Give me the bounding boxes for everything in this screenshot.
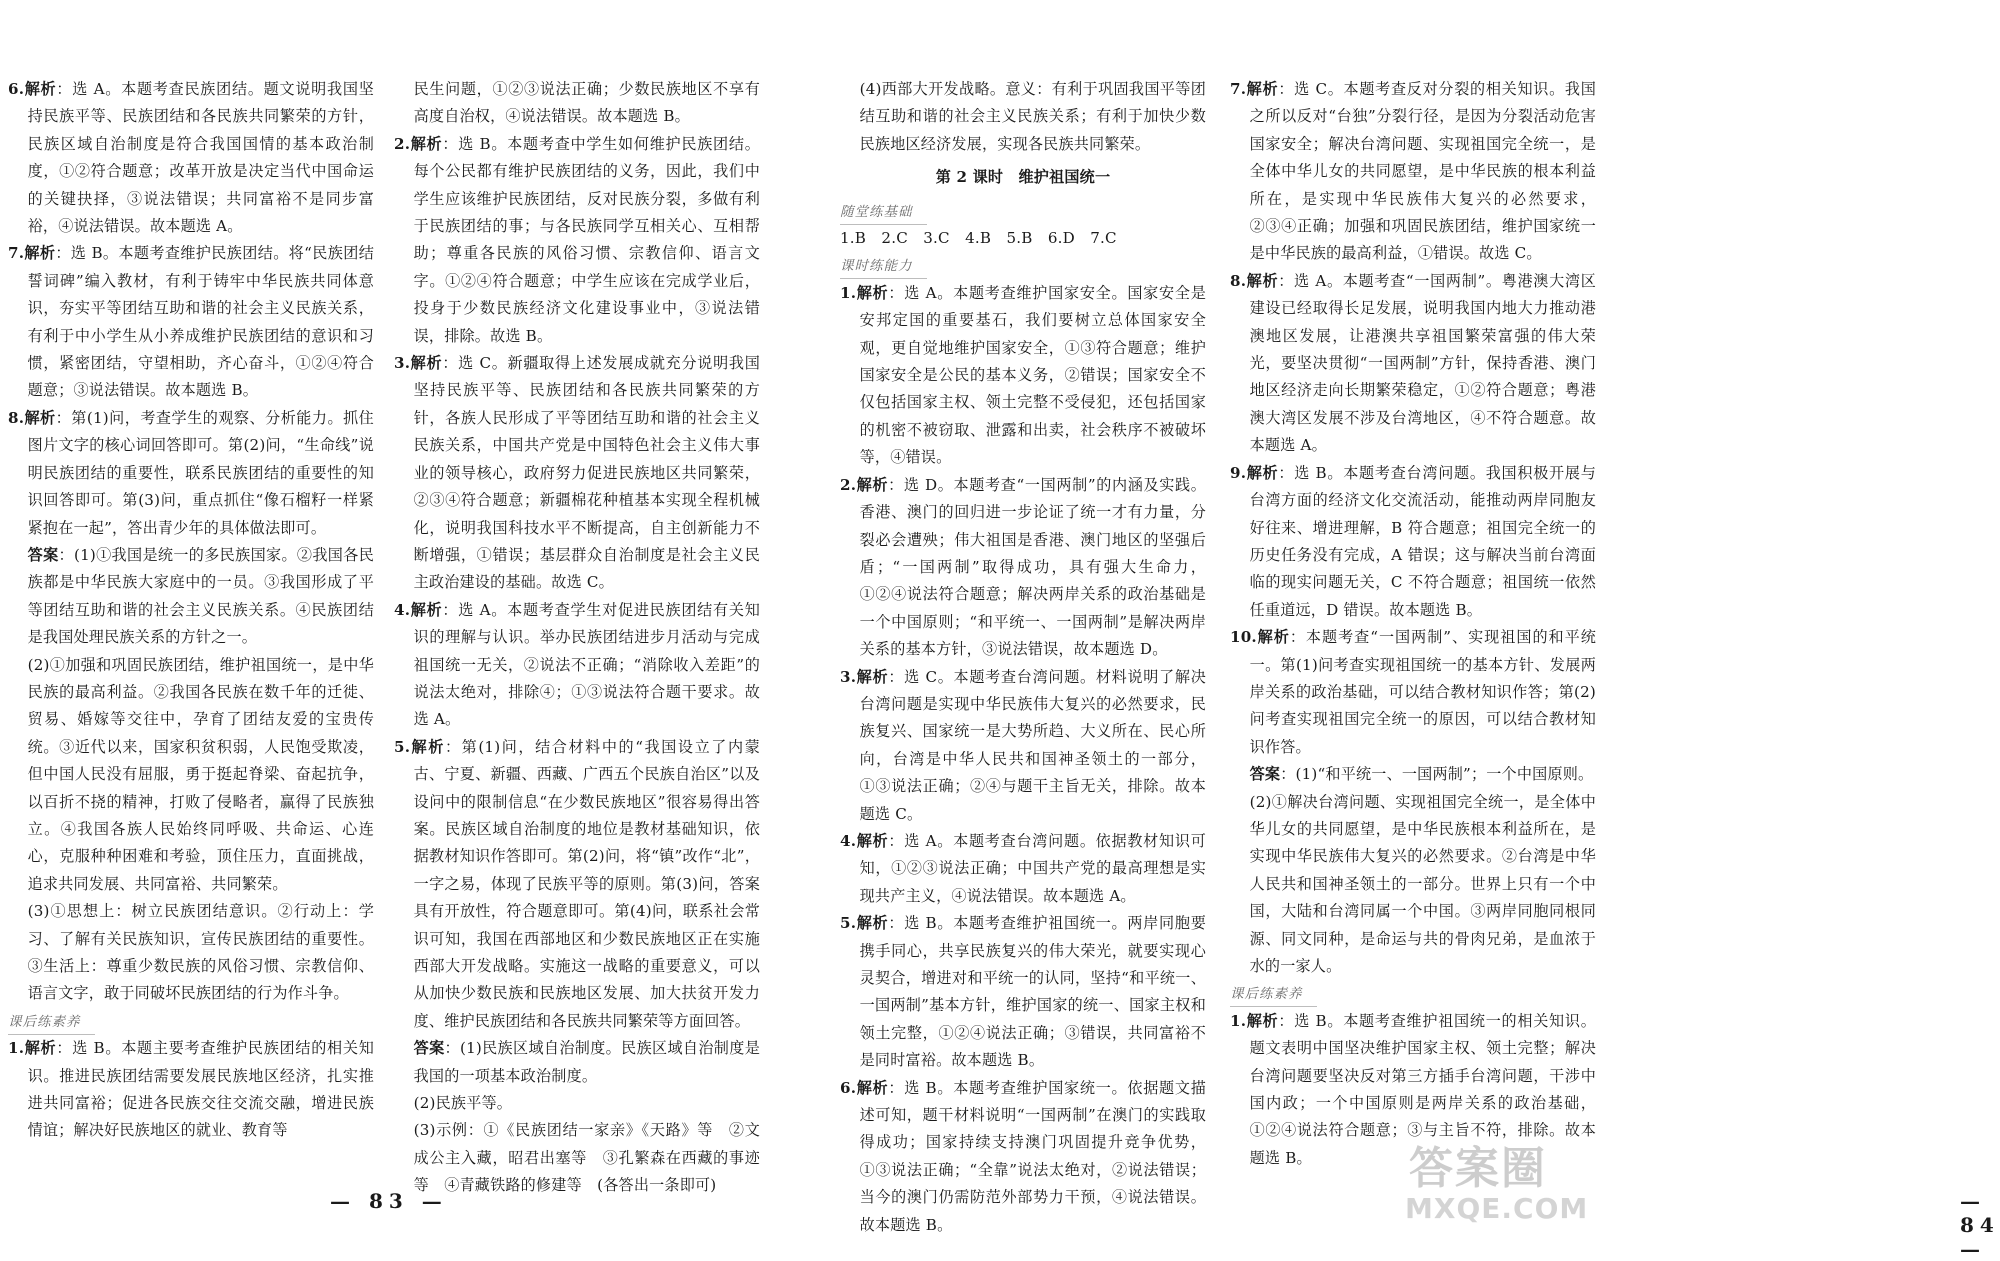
right-column-2 xyxy=(1230,76,1596,1172)
answer-text: ：第(1)问，结合材料中的“我国设立了内蒙古、宁夏、新疆、西藏、广西五个民族自治区”以及设问中的限制信息“在少数民族地区”很容易得出答案。民族区域自治制度的地位是教材基础知识，依据教材知识作答即可。第(2)问，将“镇”改作“北”，一字之易，体现了民族平等的原则。第(3)问，答案具有开放性，符合题意即可。第(4)问，联系社会常识可知，我国在西部地区和少数民族地区正在实施西部大开发战略。实施这一战略的重要意义，可以从加快少数民族和民族地区发展、加大扶贫开发力度、维护民族团结和各民族共同繁荣等方面回答。 xyxy=(413,737,760,1030)
answer-paragraph xyxy=(8,76,374,240)
answer-label: 9.解析 xyxy=(1230,463,1279,482)
answer-label: 3.解析 xyxy=(394,354,443,373)
answer-text: ：选 B。本题考查中学生如何维护民族团结。每个公民都有维护民族团结的义务，因此，我们中学生应该维护民族团结，反对民族分裂，多做有利于民族团结的事；与各民族同学互相关心、互相帮助；尊重各民族的风俗习惯、宗教信仰、语言文字。①②④符合题意；中学生应该在完成学业后，投身于少数民族经济文化建设事业中，③说法错误，排除。故选 B。 xyxy=(413,134,760,345)
answer-label: 答案 xyxy=(1249,765,1281,784)
section-heading xyxy=(1230,982,1317,1007)
section-heading xyxy=(840,200,927,225)
answer-text: 随堂练基础 xyxy=(840,203,913,220)
answer-text: ：第(1)问，考查学生的观察、分析能力。抓住图片文字的核心词回答即可。第(2)问，“生命线”说明民族团结的重要性，联系民族团结的重要性的知识回答即可。第(3)问，重点抓住“像石榴籽一样紧紧抱在一起”，答出青少年的具体做法即可。 xyxy=(27,408,374,537)
answer-paragraph xyxy=(1230,624,1596,761)
answer-text: (2)①解决台湾问题、实现祖国完全统一，是全体中华儿女的共同愿望，是中华民族根本利益所在，是实现中华民族伟大复兴的必然要求。②台湾是中华人民共和国神圣领土的一部分。世界上只有一个中国，大陆和台湾同属一个中国。③两岸同胞同根同源、同文同种，是命运与共的骨肉兄弟，是血浓于水的一家人。 xyxy=(1249,792,1596,975)
watermark-url: MXQE.COM xyxy=(1405,1192,1589,1225)
answer-label: 1.解析 xyxy=(8,1039,57,1058)
answer-text: ：选 C。本题考查反对分裂的相关知识。我国之所以反对“台独”分裂行径，是因为分裂活动危害国家安全；解决台湾问题、实现祖国完全统一，是全体中华儿女的共同愿望，是中华民族的根本利益所在，是实现中华民族伟大复兴的必然要求，②③④正确；加强和巩固民族团结，维护国家统一是中华民族的最高利益，①错误。故选 C。 xyxy=(1249,80,1596,263)
section-heading-wrap xyxy=(840,198,1206,225)
answer-text: ：选 B。本题考查维护国家统一。依据题文描述可知，题干材料说明“一国两制”在澳门的实践取得成功；国家持续支持澳门巩固提升竞争优势，①③说法正确；“全靠”说法太绝对，②说法错误；当今的澳门仍需防范外部势力干预，④说法错误。故本题选 B。 xyxy=(859,1078,1206,1234)
answer-text: (3)①思想上：树立民族团结意识。②行动上：学习、了解有关民族知识，宣传民族团结的重要性。③生活上：尊重少数民族的风俗习惯、宗教信仰、语言文字，敢于同破坏民族团结的行为作斗争。 xyxy=(27,902,374,1003)
answer-paragraph xyxy=(394,1090,760,1117)
watermark-logo-text: 答案圈 xyxy=(1409,1143,1547,1194)
answer-label: 3.解析 xyxy=(840,667,889,686)
answer-label: 答案 xyxy=(27,545,59,564)
answer-label: 2.解析 xyxy=(394,134,443,153)
answer-paragraph xyxy=(840,76,1206,158)
answer-label: 1.解析 xyxy=(1230,1011,1279,1030)
answer-text: ：选 C。本题考查台湾问题。材料说明了解决台湾问题是实现中华民族伟大复兴的必然要求，民族复兴、国家统一是大势所趋、大义所在、民心所向，台湾是中华人民共和国神圣领土的一部分，①③说法正确；②④与题干主旨无关，排除。故本题选 C。 xyxy=(859,667,1206,823)
answer-label: 1.解析 xyxy=(840,283,889,302)
answer-paragraph xyxy=(840,225,1206,252)
answer-paragraph xyxy=(8,898,374,1008)
answer-paragraph xyxy=(840,1075,1206,1239)
left-column-2 xyxy=(394,76,760,1200)
answer-text: ：选 A。本题考查民族团结。题文说明我国坚持民族平等、民族团结和各民族共同繁荣的方针，民族区域自治制度是符合我国国情的基本政治制度，①②符合题意；改革开放是决定当代中国命运的关键抉择，③说法错误；共同富裕不是同步富裕，④说法错误。故本题选 A。 xyxy=(27,80,374,236)
section-heading-wrap xyxy=(8,1008,374,1035)
answer-paragraph xyxy=(394,734,760,1035)
answer-label: 答案 xyxy=(413,1039,445,1058)
page-number-83: — 83 — xyxy=(330,1189,448,1213)
answer-label: 4.解析 xyxy=(394,600,443,619)
answer-paragraph xyxy=(394,1117,760,1199)
answer-paragraph xyxy=(8,542,374,652)
answer-text: 课时练能力 xyxy=(840,258,913,275)
answer-label: 8.解析 xyxy=(1230,271,1279,290)
lesson-title xyxy=(840,164,1206,191)
answer-text: 1.B 2.C 3.C 4.B 5.B 6.D 7.C xyxy=(840,229,1117,248)
answer-paragraph xyxy=(1230,460,1596,624)
answer-text: (3)示例：①《民族团结一家亲》《天路》等 ②文成公主入藏，昭君出塞等 ③孔繁森在西藏的事迹等 ④青藏铁路的修建等 (各答出一条即可) xyxy=(413,1121,760,1195)
answer-label: 6.解析 xyxy=(840,1078,889,1097)
section-heading-wrap xyxy=(1230,980,1596,1007)
answer-paragraph xyxy=(1230,789,1596,981)
answer-paragraph xyxy=(8,652,374,899)
watermark-logo xyxy=(1405,1122,1589,1230)
left-column-1 xyxy=(8,76,374,1145)
answer-text: 第 2 课时 维护祖国统一 xyxy=(935,168,1111,187)
answer-paragraph xyxy=(840,280,1206,472)
answer-label: 5.解析 xyxy=(394,737,445,756)
answer-text: ：选 B。本题考查维护民族团结。将“民族团结誓词碑”编入教材，有利于铸牢中华民族共同体意识，夯实平等团结互助和谐的社会主义民族关系，有利于中小学生从小养成维护民族团结的意识和习惯，紧密团结，守望相助，齐心奋斗，①②④符合题意；③说法错误。故本题选 B。 xyxy=(27,244,374,400)
answer-paragraph xyxy=(1230,268,1596,460)
section-heading xyxy=(8,1010,95,1035)
answer-text: ：选 D。本题考查“一国两制”的内涵及实践。香港、澳门的回归进一步论证了统一才有力量，分裂必会遭殃；伟大祖国是香港、澳门地区的坚强后盾；“一国两制”取得成功，具有强大生命力，①②④说法符合题意；解决两岸关系的政治基础是一个中国原则；“和平统一、一国两制”是解决两岸关系的基本方针，③说法错误，故本题选 D。 xyxy=(859,475,1207,659)
answer-label: 10.解析 xyxy=(1230,628,1290,647)
answer-paragraph xyxy=(394,350,760,597)
answer-text: ：(1)民族区域自治制度。民族区域自治制度是我国的一项基本政治制度。 xyxy=(413,1039,760,1085)
answer-text: ：本题考查“一国两制”、实现祖国的和平统一。第(1)问考查实现祖国统一的基本方针、发展两岸关系的政治基础，可以结合教材知识作答；第(2)问考查实现祖国完全统一的原因，可以结合教材知识作答。 xyxy=(1249,628,1596,756)
answer-text: ：(1)①我国是统一的多民族国家。②我国各民族都是中华民族大家庭中的一员。③我国形成了平等团结互助和谐的社会主义民族关系。④民族团结是我国处理民族关系的方针之一。 xyxy=(27,545,374,647)
right-page xyxy=(800,0,2000,1261)
answer-label: 7.解析 xyxy=(8,244,56,263)
answer-paragraph xyxy=(394,1035,760,1090)
answer-text: (2)民族平等。 xyxy=(413,1094,513,1113)
answer-paragraph xyxy=(840,910,1206,1074)
answer-paragraph xyxy=(840,664,1206,828)
answer-text: (2)①加强和巩固民族团结，维护祖国统一，是中华民族的最高利益。②我国各民族在数千年的迁徙、贸易、婚嫁等交往中，孕育了团结友爱的宝贵传统。③近代以来，国家积贫积弱，人民饱受欺凌，但中国人民没有屈服，勇于挺起脊梁、奋起抗争，以百折不挠的精神，打败了侵略者，赢得了民族独立。④我国各族人民始终同呼吸、共命运、心连心，克服种种困难和考验，顶住压力，直面挑战，追求共同发展、共同富裕、共同繁荣。 xyxy=(27,655,374,893)
answer-paragraph xyxy=(840,828,1206,910)
answer-text: ：选 B。本题主要考查维护民族团结的相关知识。推进民族团结需要发展民族地区经济，扎实推进共同富裕；促进各民族交往交流交融，增进民族情谊；解决好民族地区的就业、教育等 xyxy=(27,1039,374,1140)
answer-paragraph xyxy=(840,472,1206,664)
answer-paragraph xyxy=(1230,76,1596,268)
answer-label: 7.解析 xyxy=(1230,80,1279,98)
answer-paragraph xyxy=(1230,761,1596,788)
answer-text: ：选 A。本题考查学生对促进民族团结有关知识的理解与认识。举办民族团结进步月活动与完成祖国统一无关，②说法不正确；“消除收入差距”的说法太绝对，排除④；①③说法符合题干要求。故选 A。 xyxy=(413,600,760,729)
answer-label: 4.解析 xyxy=(840,831,889,850)
answer-text: ：(1)“和平统一、一国两制”；一个中国原则。 xyxy=(1280,765,1594,784)
answer-text: ：选 B。本题考查维护祖国统一的相关知识。题文表明中国坚决维护国家主权、领土完整；解决台湾问题要坚决反对第三方插手台湾问题，干涉中国内政；一个中国原则是两岸关系的政治基础，①②④说法符合题意；③与主旨不符，排除。故本题选 B。 xyxy=(1249,1011,1596,1167)
answer-label: 5.解析 xyxy=(840,914,889,933)
answer-text: ：选 A。本题考查台湾问题。依据教材知识可知，①②③说法正确；中国共产党的最高理想是实现共产主义，④说法错误。故本题选 A。 xyxy=(859,831,1206,905)
answer-text: 课后练素养 xyxy=(1230,986,1303,1003)
answer-text: ：选 A。本题考查维护国家安全。国家安全是安邦定国的重要基石，我们要树立总体国家安全观，更自觉地维护国家安全，①③符合题意；维护国家安全是公民的基本义务，②错误；国家安全不仅包括国家主权、领土完整不受侵犯，还包括国家的机密不被窃取、泄露和出卖，社会秩序不被破坏等，④错误。 xyxy=(859,283,1206,467)
answer-paragraph xyxy=(8,240,374,404)
answer-paragraph xyxy=(394,76,760,131)
answer-paragraph xyxy=(394,131,760,350)
section-heading-wrap xyxy=(840,252,1206,279)
answer-label: 8.解析 xyxy=(8,408,56,427)
answer-text: 民生问题，①②③说法正确；少数民族地区不享有高度自治权，④说法错误。故本题选 B。 xyxy=(413,80,760,126)
answer-paragraph xyxy=(8,1035,374,1145)
answer-label: 6.解析 xyxy=(8,80,57,98)
answer-text: (4)西部大开发战略。意义：有利于巩固我国平等团结互助和谐的社会主义民族关系；有利于加快少数民族地区经济发展，实现各民族共同繁荣。 xyxy=(859,80,1206,153)
answer-text: ：选 C。新疆取得上述发展成就充分说明我国坚持民族平等、民族团结和各民族共同繁荣的方针，各族人民形成了平等团结互助和谐的社会主义民族关系，中国共产党是中国特色社会主义伟大事业的领导核心，政府努力促进民族地区共同繁荣，②③④符合题意；新疆棉花种植基本实现全程机械化，说明我国科技水平不断提高，自主创新能力不断增强，①错误；基层群众自治制度是社会主义民主政治建设的基础。故选 C。 xyxy=(413,354,760,592)
page-number-84: — 84 — xyxy=(1960,1189,2000,1261)
answer-label: 2.解析 xyxy=(840,475,889,494)
answer-paragraph xyxy=(8,405,374,542)
answer-text: ：选 A。本题考查“一国两制”。粤港澳大湾区建设已经取得长足发展，说明我国内地大力推动港澳地区发展，让港澳共享祖国繁荣富强的伟大荣光，要坚决贯彻“一国两制”方针，保持香港、澳门地区经济走向长期繁荣稳定，①②符合题意；粤港澳大湾区发展不涉及台湾地区，④不符合题意。故本题选 A。 xyxy=(1249,271,1596,455)
answer-paragraph xyxy=(394,597,760,734)
answer-text: ：选 B。本题考查台湾问题。我国积极开展与台湾方面的经济文化交流活动，能推动两岸同胞友好往来、增进理解，B 符合题意；祖国完全统一的历史任务没有完成，A 错误；这与解决当前台湾面临的现实问题无关，C 不符合题意；祖国统一依然任重道远，D 错误。故本题选 B。 xyxy=(1249,463,1596,619)
section-heading xyxy=(840,254,927,279)
answer-text: 课后练素养 xyxy=(8,1013,81,1030)
answer-text: ：选 B。本题考查维护祖国统一。两岸同胞要携手同心，共享民族复兴的伟大荣光，就要实现心灵契合，增进对和平统一的认同，坚持“和平统一、一国两制”基本方针，维护国家的统一、国家主权和领土完整，①②④说法正确；③错误，共同富裕不是同时富裕。故本题选 B。 xyxy=(859,914,1206,1070)
right-column-1 xyxy=(840,76,1206,1239)
left-page xyxy=(0,0,800,1235)
